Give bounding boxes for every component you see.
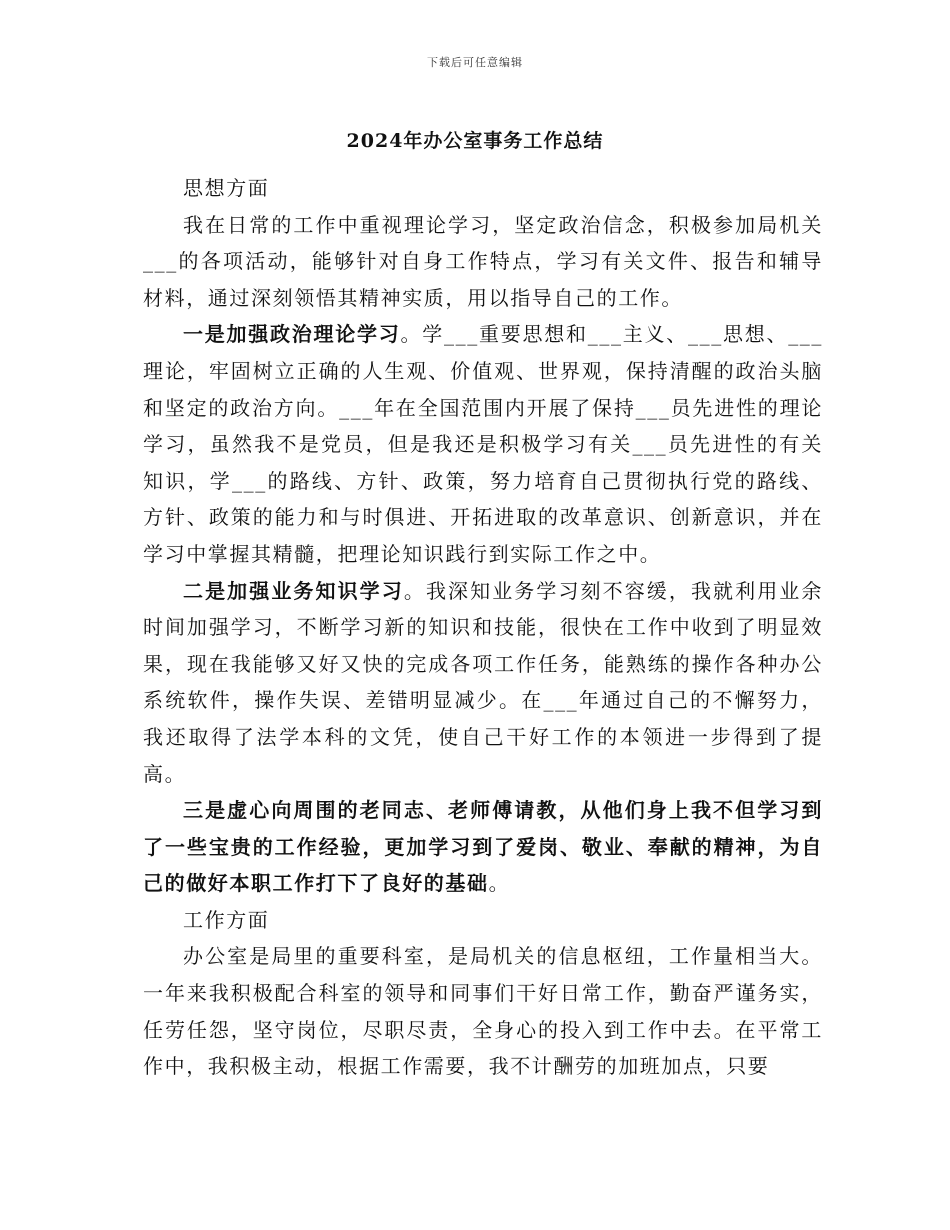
paragraph-point-1 xyxy=(143,316,823,572)
paragraph-thought-intro: 我在日常的工作中重视理论学习，坚定政治信念，积极参加局机关___的各项活动，能够针对自身工作特点，学习有关文件、报告和辅导材料，通过深刻领悟其精神实质，用以指导自己的工作。 xyxy=(143,212,823,310)
paragraph-point-3 xyxy=(143,792,823,902)
paragraph-point-2 xyxy=(143,573,823,793)
point-1-text: 。学___重要思想和___主义、___思想、___理论，牢固树立正确的人生观、价值观、世界观，保持清醒的政治头脑和坚定的政治方向。___年在全国范围内开展了保持___员先进性的理论学习，虽然我不是党员，但是我还是积极学习有关___员先进性的有关知识，学___的路线、方针、政策，努力培育自己贯彻执行党的路线、方针、政策的能力和与时俱进、开拓进取的改革意识、创新意识，并在学习中掌握其精髓，把理论知识践行到实际工作之中。 xyxy=(143,322,824,566)
point-2-text: 。我深知业务学习刻不容缓，我就利用业余时间加强学习，不断学习新的知识和技能，很快在工作中收到了明显效果，现在我能够又好又快的完成各项工作任务，能熟练的操作各种办公系统软件，操作失误、差错明显减少。在___年通过自己的不懈努力，我还取得了法学本科的文凭，使自己干好工作的本领进一步得到了提高。 xyxy=(143,578,823,786)
paragraph-work: 办公室是局里的重要科室，是局机关的信息枢纽，工作量相当大。一年来我积极配合科室的领导和同事们干好日常工作，勤奋严谨务实，任劳任怨，坚守岗位，尽职尽责，全身心的投入到工作中去。在平常工作中，我积极主动，根据工作需要，我不计酬劳的加班加点，只要 xyxy=(143,944,823,1079)
point-2-lead: 二是加强业务知识学习 xyxy=(183,578,404,603)
point-3-end: 。 xyxy=(488,871,511,896)
document-title: 2024年办公室事务工作总结 xyxy=(346,130,604,152)
header-note: 下载后可任意编辑 xyxy=(427,56,523,69)
document-body xyxy=(143,170,823,1085)
section-heading-work: 工作方面 xyxy=(183,907,270,932)
point-3-lead: 三是虚心向周围的老同志、老师傅请教，从他们身上我不但学习到了一些宝贵的工作经验，更加学习到了爱岗、敬业、奉献的精神，为自己的做好本职工作打下了良好的基础 xyxy=(143,798,823,896)
section-heading-thought: 思想方面 xyxy=(183,176,270,200)
point-1-lead: 一是加强政治理论学习 xyxy=(183,322,401,347)
